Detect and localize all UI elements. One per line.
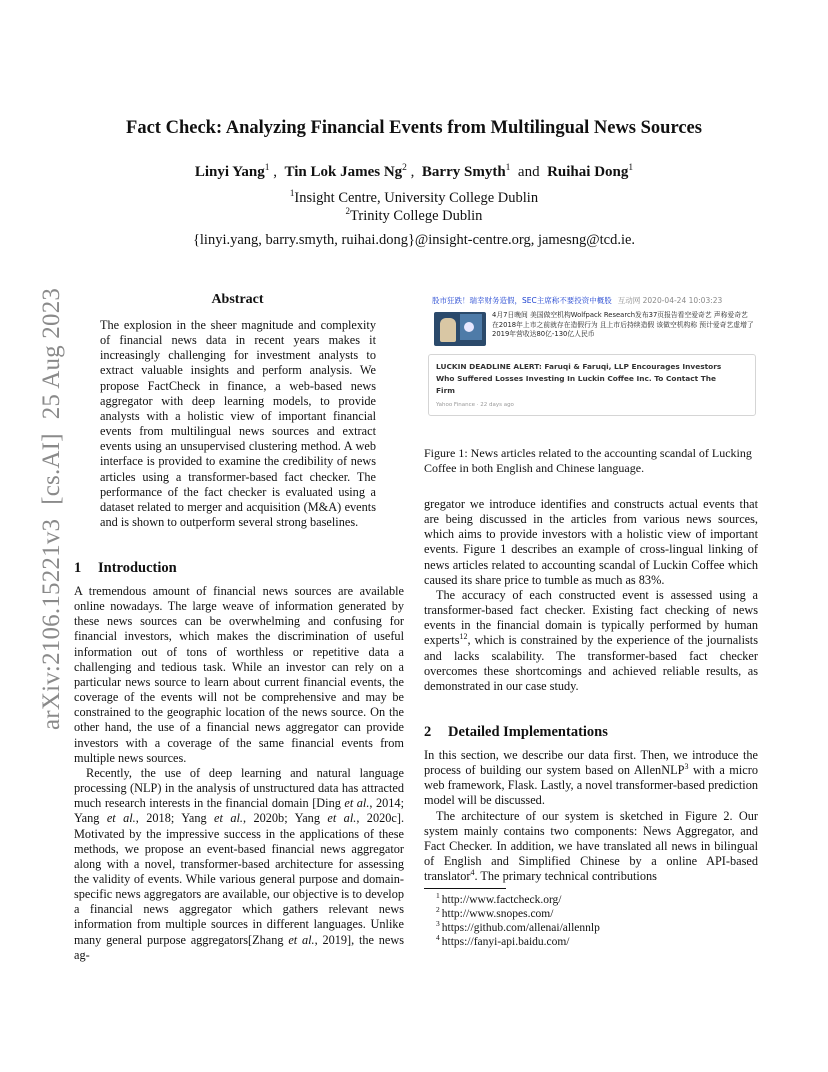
news-snippet-zh: 4月7日晚间 美国做空机构Wolfpack Research发布37页报告看空爱奇艺 声称爱奇艺在2018年上市之前就存在造假行为 且上市后持续造假 该做空机构称 预计爱奇艺虚增了2019年营收达80亿-130亿人民币 xyxy=(492,311,754,338)
news-headline-en: LUCKIN DEADLINE ALERT: Faruqi & Faruqi, LLP Encourages Investors Who Suffered Losses Investing In Luckin Coffee Inc. To Contact The Firm xyxy=(436,362,722,395)
paper-title: Fact Check: Analyzing Financial Events from Multilingual News Sources xyxy=(126,118,702,138)
affiliation: $^1$Insight Centre, University College Dublin xyxy=(289,188,539,206)
footnote-link[interactable]: http://www.snopes.com/ xyxy=(441,908,554,920)
paragraph: gregator we introduce identifies and constructs actual events that are being discussed in the articles from various news sources, which aims to provide investors with a holistic view of important events. Figure 1 describes an example of cross-lingual linking of news articles related to accounting scandal of Luckin Coffee which caused its share price to tumble as much as 83%. xyxy=(424,497,758,587)
abstract-heading: Abstract xyxy=(211,292,264,307)
paragraph: In this section, we describe our data first. Then, we introduce the process of building our system based on AllenNLP$^3$ with a micro web framework, Flask. Lastly, a novel transformer-based prediction model will be discussed. xyxy=(424,748,758,808)
chinese-news-item xyxy=(432,295,752,350)
author-emails: {linyi.yang, barry.smyth, ruihai.dong}@insight-centre.org, jamesng@tcd.ie. xyxy=(192,232,636,248)
figure-caption: Figure 1: News articles related to the accounting scandal of Lucking Coffee in both English and Chinese language. xyxy=(424,446,752,475)
paragraph: Recently, the use of deep learning and natural language processing (NLP) in the analysis of unstructured data has attracted much research interests in the financial domain [Ding et al., 2014; Yang et al., 2018; Yang et al., 2020b; Yang et al., 2020c]. Motivated by the impressive success in the applications of these methods, we propose an event-based financial news aggregator along with a novel, transformer-based architecture for assessing the validity of events. While various general purpose and domain-specific news aggregators are available, our objective is to develop a financial news aggregator which gathers relevant news information from multiple sources in different languages. Unlike many general purpose aggregators[Zhang et al., 2019], the news ag- xyxy=(74,765,405,962)
author-name: Linyi Yang xyxy=(194,164,265,180)
footnote: $^3$ https://github.com/allenai/allennlp xyxy=(436,919,600,934)
affiliation: $^2$Trinity College Dublin xyxy=(345,206,483,224)
footnote-link[interactable]: https://github.com/allenai/allennlp xyxy=(441,922,600,934)
section-heading: 1 Introduction xyxy=(74,560,177,576)
footnote-link[interactable]: https://fanyi-api.baidu.com/ xyxy=(441,936,570,948)
footnotes xyxy=(436,893,756,949)
news-thumbnail xyxy=(434,312,486,346)
paragraph: A tremendous amount of financial news sources are available online nowadays. The large weave of information generated by these news sources can be overwhelming and confusing for financial investors, which makes the discrimination of useful information out of tons of worthless or repetitive data a challenging and tedious task. While an investor can rely on a particular news source to learn about current financial events, the coverage of the events will not be comprehensive and may be constrained to the geographic location of the news source. On the other hand, the use of a financial news aggregator can provide investors with a coverage of the same financial events from multiple news sources. xyxy=(74,584,404,765)
news-headline-zh: 股市狂跌！瑞幸财务造假，SEC主席称不要投资中概股 xyxy=(432,296,612,305)
news-source: Yahoo Finance · 22 days ago xyxy=(436,402,514,408)
english-news-card xyxy=(428,354,756,416)
news-date: 互动网 2020-04-24 10:03:23 xyxy=(617,296,723,305)
introduction-text xyxy=(74,584,404,963)
footnote-link[interactable]: http://www.factcheck.org/ xyxy=(441,894,562,906)
figure-1 xyxy=(424,292,757,417)
paragraph: The architecture of our system is sketched in Figure 2. Our system mainly contains two components: News Aggregator, and Fact Checker. In addition, we have translated all news in bilingual of English and Simplified Chinese by a online API-based translator$^4$. The primary technical contributions xyxy=(424,808,758,884)
footnote: $^1$ http://www.factcheck.org/ xyxy=(436,891,562,906)
paragraph: The accuracy of each constructed event is assessed using a transformer-based fact checker. Existing fact checking of news events in the financial domain is typically performed by human experts$^{12}$, which is constrained by the experience of the journalists and lacks scalability. The transformer-based fact checker overcomes these shortcomings and achieved reliable results, as demonstrated in our case study. xyxy=(424,587,758,693)
section-heading: 2 Detailed Implementations xyxy=(424,724,608,740)
author-name: Barry Smyth xyxy=(421,164,506,180)
arxiv-stamp xyxy=(38,288,66,730)
footnote: $^2$ http://www.snopes.com/ xyxy=(436,905,554,920)
implementation-text xyxy=(424,748,758,884)
author-name: Tin Lok James Ng xyxy=(284,164,403,180)
arxiv-category: [cs.AI] xyxy=(38,433,65,505)
author-name: Ruihai Dong xyxy=(547,164,629,180)
abstract-text: The explosion in the sheer magnitude and complexity of financial news data in recent years makes it increasingly challenging for investment analysts to extract valuable insights and perform analysis. We propose FactCheck in finance, a web-based news aggregator with deep learning models, to provide analysts with a holistic view of important financial events from multilingual news sources and extract events using an unsupervised clustering method. A web interface is provided to examine the credibility of news articles using a transformer-based fact checker. The performance of the fact checker is evaluated using a dataset related to merger and acquisition (M&A) events and is shown to outperform several strong baselines. xyxy=(100,318,376,530)
author-list: Linyi Yang$^1$ , Tin Lok James Ng$^2$ , Barry Smyth$^1$ and Ruihai Dong$^1$ xyxy=(194,163,634,180)
footnote-divider xyxy=(424,888,506,889)
arxiv-date: 25 Aug 2023 xyxy=(38,287,65,420)
arxiv-id: arXiv:2106.15221v3 xyxy=(38,518,65,730)
introduction-text-continued xyxy=(424,497,758,694)
footnote: $^4$ https://fanyi-api.baidu.com/ xyxy=(436,933,570,948)
